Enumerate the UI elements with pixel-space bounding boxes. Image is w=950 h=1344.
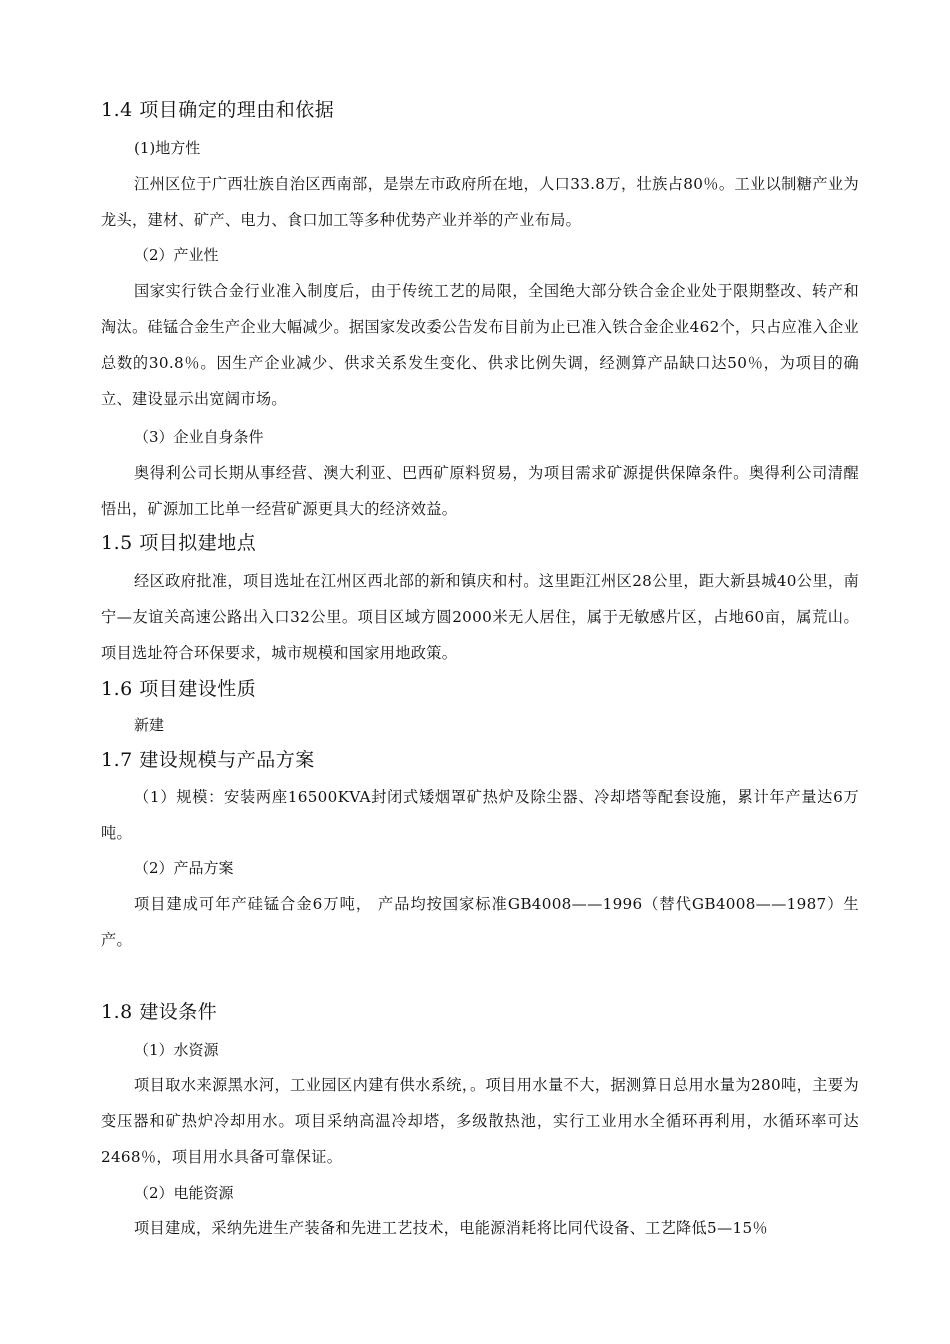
subheading-industry: （2）产业性 [134, 246, 219, 264]
paragraph-water-resources: 项目取水来源黑水河，工业园区内建有供水系统，。项目用水量不大，据测算日总用水量为280吨，主要为变压器和矿热炉冷却用水。项目采纳高温冷却塔，多级散热池，实行工业用水全循环再利用，水循环率可达2468％，项目用水具备可靠保证。 [101, 1076, 859, 1166]
paragraph-company-conditions: 奥得利公司长期从事经营、澳大利亚、巴西矿原料贸易，为项目需求矿源提供保障条件。奥得利公司清醒悟出，矿源加工比单一经营矿源更具大的经济效益。 [101, 464, 859, 518]
paragraph-power-resources: 项目建成，采纳先进生产装备和先进工艺技术，电能源消耗将比同代设备、工艺降低5—15％ [134, 1219, 768, 1237]
subheading-product-plan: （2）产品方案 [134, 859, 234, 877]
paragraph-industry: 国家实行铁合金行业准入制度后，由于传统工艺的局限，全国绝大部分铁合金企业处于限期整改、转产和淘汰。硅锰合金生产企业大幅减少。据国家发改委公告发布目前为止已准入铁合金企业462个，只占应准入企业总数的30.8％。因生产企业减少、供求关系发生变化、供求比例失调，经测算产品缺口达50％，为项目的确立、建设显示出宽阔市场。 [101, 282, 859, 408]
paragraph-product-plan: 项目建成可年产硅锰合金6万吨， 产品均按国家标准GB4008——1996（替代GB4008——1987）生产。 [101, 895, 859, 949]
section-heading-1-5: 1.5 项目拟建地点 [101, 532, 257, 554]
section-heading-1-7: 1.7 建设规模与产品方案 [101, 749, 315, 771]
construction-nature-text: 新建 [134, 716, 165, 734]
paragraph-locality: 江州区位于广西壮族自治区西南部，是崇左市政府所在地，人口33.8万，壮族占80％。工业以制糖产业为龙头，建材、矿产、电力、食口加工等多种优势产业并举的产业布局。 [101, 175, 859, 229]
subheading-locality: (1)地方性 [134, 139, 201, 157]
subheading-water-resources: （1）水资源 [134, 1041, 219, 1059]
paragraph-site-location: 经区政府批准，项目选址在江州区西北部的新和镇庆和村。这里距江州区28公里，距大新县城40公里，南宁—友谊关高速公路出入口32公里。项目区域方圆2000米无人居住，属于无敏感片区，占地60亩，属荒山。项目选址符合环保要求，城市规模和国家用地政策。 [101, 572, 859, 662]
paragraph-scale: （1）规模：安装两座16500KVA封闭式矮烟罩矿热炉及除尘器、冷却塔等配套设施，累计年产量达6万吨。 [101, 788, 859, 842]
section-heading-1-6: 1.6 项目建设性质 [101, 678, 257, 700]
section-heading-1-4: 1.4 项目确定的理由和依据 [101, 99, 335, 121]
subheading-power-resources: （2）电能资源 [134, 1184, 234, 1202]
subheading-company-conditions: （3）企业自身条件 [134, 428, 264, 446]
section-heading-1-8: 1.8 建设条件 [101, 1001, 218, 1023]
